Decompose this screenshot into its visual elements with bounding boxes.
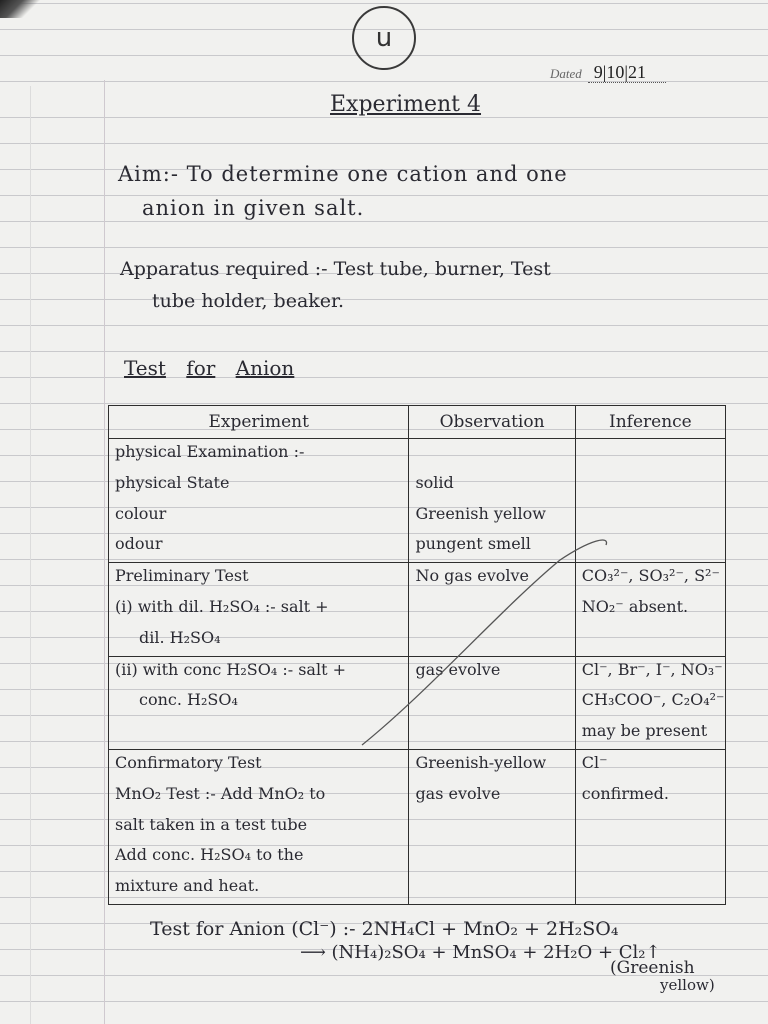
reaction-line-2: ⟶ (NH₄)₂SO₄ + MnSO₄ + 2H₂O + Cl₂↑ [300,942,661,963]
cell-text: MnO₂ Test :- Add MnO₂ to [115,783,326,803]
dated-label: Dated [550,66,582,81]
cell-text: dil. H₂SO₄ [139,627,221,647]
cell-text: Confirmatory Test [115,752,262,772]
apparatus-line-1: Apparatus required :- Test tube, burner, Test [120,258,551,280]
aim-line-1: Aim:- To determine one cation and one [118,162,568,186]
cell-text: salt taken in a test tube [115,814,308,834]
cell-text: confirmed. [581,783,669,803]
cell-text: CH₃COO⁻, C₂O₄²⁻ [581,690,725,710]
cell-text: Preliminary Test [115,566,249,586]
aim-line-2: anion in given salt. [142,196,365,220]
cell-text: physical Examination :- [115,442,305,461]
cell-text: Add conc. H₂SO₄ to the [115,845,304,865]
heading-word-3: Anion [235,356,295,380]
cell-text: may be present [581,721,708,741]
cell-text: Greenish-yellow [415,752,547,772]
cell-text: No gas evolve [415,566,529,586]
cell-text: solid [415,472,454,492]
cell-text: Cl⁻, Br⁻, I⁻, NO₃⁻ [581,659,723,679]
header-experiment: Experiment [109,406,409,439]
cell-text: gas evolve [415,783,501,803]
cell-text: pungent smell [415,534,531,554]
reaction-note-2: yellow) [660,976,715,994]
cell-text: (ii) with conc H₂SO₄ :- salt + [115,659,346,679]
cell-text: NO₂⁻ absent. [581,596,689,616]
cell-text: Cl⁻ [581,752,608,772]
header-inference: Inference [575,406,725,439]
cell-text: physical State [115,472,230,492]
cell-text: (i) with dil. H₂SO₄ :- salt + [115,596,329,616]
reaction-line-1: Test for Anion (Cl⁻) :- 2NH₄Cl + MnO₂ + 2H₂SO₄ [150,918,619,940]
heading-word-2: for [186,356,216,380]
strike-line [362,540,607,745]
cell-text: Greenish yellow [415,503,546,523]
apparatus-line-2: tube holder, beaker. [152,290,345,312]
reaction-note-1: (Greenish [610,958,695,978]
dated-value: 9|10|21 [588,62,666,83]
heading-word-1: Test [124,356,166,380]
cell-text: gas evolve [415,659,501,679]
cell-text: colour [115,503,167,523]
experiment-title: Experiment 4 [330,92,482,117]
cell-text: conc. H₂SO₄ [139,690,238,710]
cell-text: odour [115,534,163,554]
header-observation: Observation [409,406,575,439]
cell-text: CO₃²⁻, SO₃²⁻, S²⁻ [581,566,720,586]
cell-text: mixture and heat. [115,876,260,896]
stamp-letter: u [375,23,393,53]
